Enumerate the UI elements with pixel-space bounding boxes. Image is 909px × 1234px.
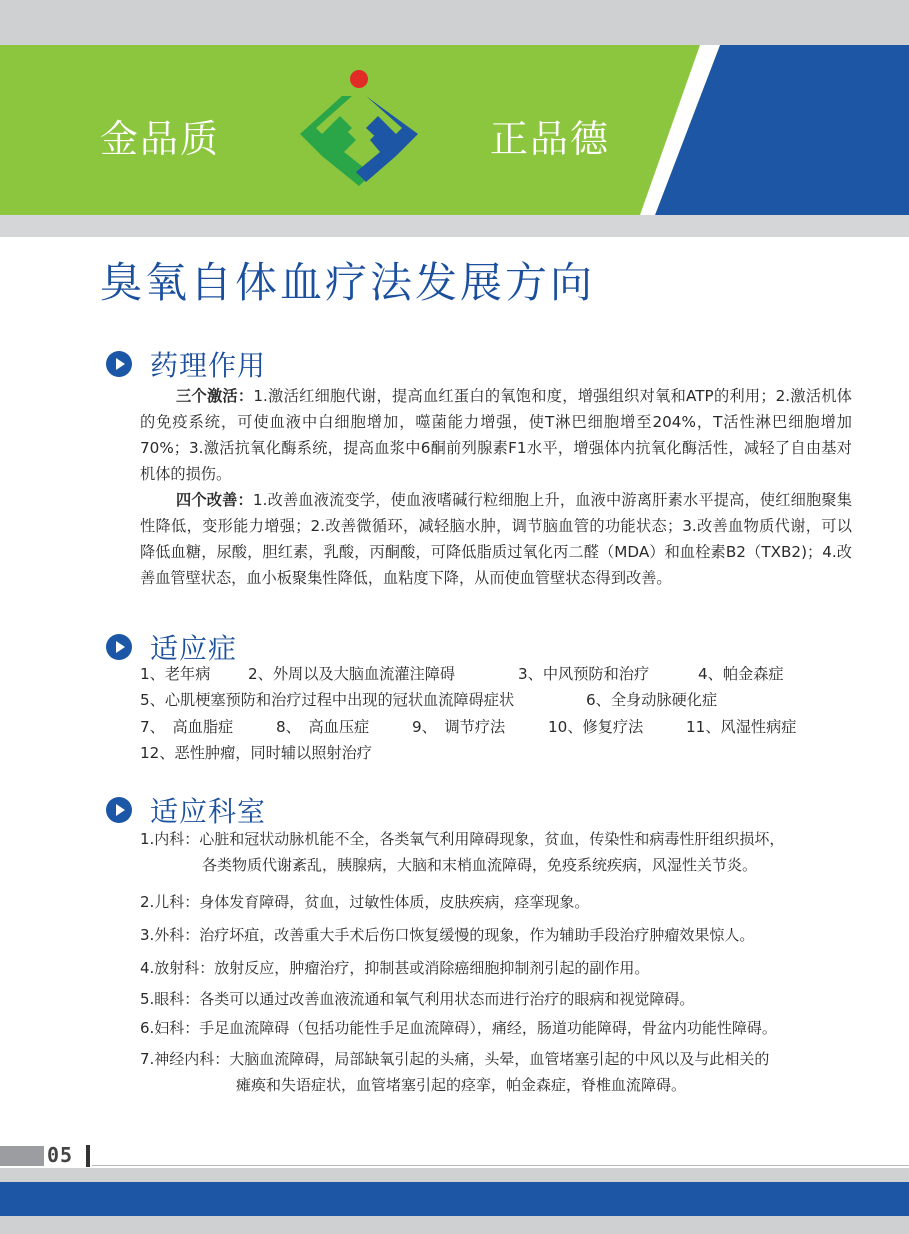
department-line: 4.放射科：放射反应，肿瘤治疗，抑制甚或消除癌细胞抑制剂引起的副作用。 <box>140 959 650 977</box>
play-bullet-icon <box>106 797 132 823</box>
play-bullet-icon <box>106 634 132 660</box>
department-line: 7.神经内科：大脑血流障碍，局部缺氧引起的头痛，头晕，血管堵塞引起的中风以及与此相关的 <box>140 1050 770 1068</box>
department-line: 2.儿科：身体发育障碍，贫血，过敏性体质，皮肤疾病，痉挛现象。 <box>140 893 590 911</box>
department-item <box>140 986 694 1012</box>
indication-item: 1、老年病 <box>140 665 211 683</box>
section-title: 适应科室 <box>150 795 267 828</box>
header-underline-band <box>0 215 909 237</box>
indication-item: 4、帕金森症 <box>698 665 784 683</box>
department-line: 3.外科：治疗坏疽，改善重大手术后伤口恢复缓慢的现象，作为辅助手段治疗肿瘤效果惊人。 <box>140 926 755 944</box>
department-item <box>140 826 784 878</box>
page-number: 05 <box>47 1143 74 1167</box>
paragraph-lead: 三个激活： <box>176 387 254 405</box>
section-title: 适应症 <box>150 632 238 665</box>
indication-item: 10、修复疗法 <box>548 718 644 736</box>
section-heading-pharmacology <box>106 344 266 384</box>
section-title: 药理作用 <box>150 349 267 382</box>
indication-row <box>140 687 717 713</box>
department-item <box>140 889 589 915</box>
paragraph-lead: 四个改善： <box>176 491 253 509</box>
footer-gray-band <box>0 1168 909 1182</box>
paragraph-four-improvements <box>140 487 852 591</box>
play-bullet-icon <box>106 351 132 377</box>
top-gray-band <box>0 0 909 45</box>
department-line: 5.眼科：各类可以通过改善血液流通和氧气利用状态而进行治疗的眼病和视觉障碍。 <box>140 990 695 1008</box>
slogan-right: 正品德 <box>490 117 611 161</box>
department-item <box>140 1015 777 1041</box>
page-title: 臭氧自体血疗法发展方向 <box>100 258 596 307</box>
paragraph-text: 1.改善血液流变学，使血液嗜碱行粒细胞上升，血液中游离肝素水平提高，使红细胞聚集性降低，变形能力增强；2.改善微循环，减轻脑水肿，调节脑血管的功能状态；3.改善血物质代谢，可以降低血糖，尿酸，胆红素，乳酸，丙酮酸，可降低脂质过氧化丙二醛（MDA）和血栓素B2（TXB2)；4.改善血管壁状态，血小板聚集性降低，血粘度下降，从而使血管壁状态得到改善。 <box>140 491 852 587</box>
page-number-bar <box>0 1146 44 1166</box>
indication-item: 12、恶性肿瘤，同时辅以照射治疗 <box>140 744 372 762</box>
department-item <box>140 955 649 981</box>
section-heading-departments <box>106 790 266 830</box>
department-line: 6.妇科：手足血流障碍（包括功能性手足血流障碍），痛经，肠道功能障碍，骨盆内功能性障碍。 <box>140 1019 777 1037</box>
department-line: 1.内科：心脏和冠状动脉机能不全，各类氧气利用障碍现象，贫血，传染性和病毒性肝组织损坏， <box>140 830 785 848</box>
department-item <box>140 1046 769 1098</box>
department-item <box>140 922 754 948</box>
footer-gray-band-bottom <box>0 1216 909 1234</box>
indication-item: 3、中风预防和治疗 <box>518 665 650 683</box>
indication-item: 8、 高血压症 <box>276 718 370 736</box>
indication-item: 11、风湿性病症 <box>686 718 797 736</box>
footer-blue-band <box>0 1182 909 1216</box>
department-continuation: 各类物质代谢紊乱，胰腺病，大脑和末梢血流障碍，免疫系统疾病，风湿性关节炎。 <box>202 856 758 874</box>
indication-row <box>140 714 796 740</box>
page-number-divider <box>86 1145 90 1167</box>
indication-row <box>140 661 784 687</box>
slogan-left: 金品质 <box>100 117 221 161</box>
indication-row <box>140 740 372 766</box>
indication-item: 7、 高血脂症 <box>140 718 234 736</box>
indication-item: 9、 调节疗法 <box>412 718 506 736</box>
paragraph-three-activations <box>140 383 852 487</box>
indication-item: 6、全身动脉硬化症 <box>586 691 718 709</box>
department-continuation: 瘫痪和失语症状，血管堵塞引起的痉挛，帕金森症，脊椎血流障碍。 <box>236 1076 687 1094</box>
footer-rule <box>92 1165 909 1166</box>
indication-item: 2、外周以及大脑血流灌注障碍 <box>248 665 456 683</box>
paragraph-text: 1.激活红细胞代谢，提高血红蛋白的氧饱和度，增强组织对氧和ATP的利用；2.激活机体的免疫系统，可使血液中白细胞增加，噬菌能力增强，使T淋巴细胞增至204%，T活性淋巴细胞增加70%；3.激活抗氧化酶系统，提高血浆中6酮前列腺素F1水平，增强体内抗氧化酶活性，减轻了自由基对机体的损伤。 <box>140 387 852 483</box>
company-logo <box>296 70 422 186</box>
indication-item: 5、心肌梗塞预防和治疗过程中出现的冠状血流障碍症状 <box>140 691 515 709</box>
